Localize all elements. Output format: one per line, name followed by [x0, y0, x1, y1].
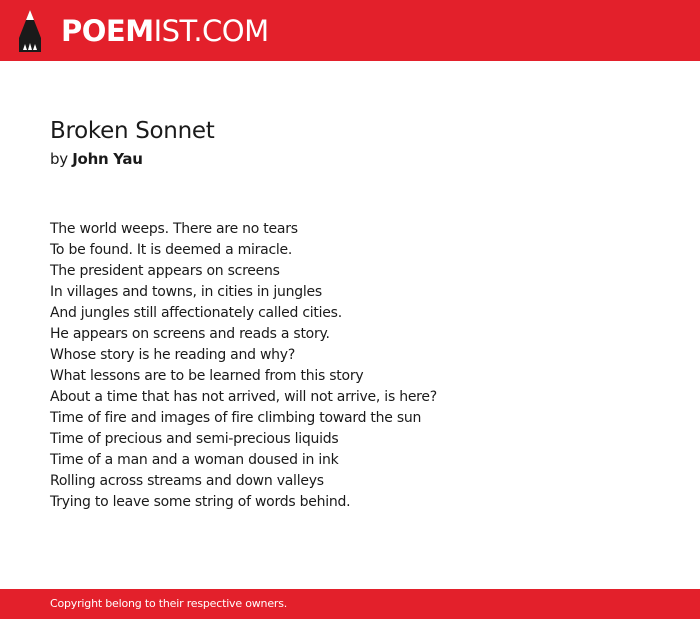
poem-byline	[50, 148, 143, 170]
poem-line: Trying to leave some string of words behind.	[50, 494, 351, 510]
poem-line: He appears on screens and reads a story.	[50, 326, 330, 342]
logo-light-text: IST.COM	[153, 14, 269, 48]
poem-line: The president appears on screens	[50, 263, 280, 279]
poem-body	[50, 219, 670, 513]
site-header	[0, 0, 700, 61]
poem-line: Rolling across streams and down valleys	[50, 473, 324, 489]
site-logo[interactable]	[61, 14, 269, 48]
poem-title: Broken Sonnet	[50, 118, 215, 144]
copyright-text: Copyright belong to their respective owners.	[50, 597, 288, 610]
poem-author: John Yau	[72, 150, 143, 168]
poem-line: In villages and towns, in cities in jungles	[50, 284, 322, 300]
site-footer	[0, 589, 700, 619]
poem-line: What lessons are to be learned from this story	[50, 368, 364, 384]
poem-line: About a time that has not arrived, will not arrive, is here?	[50, 389, 437, 405]
poem-line: Time of precious and semi-precious liquids	[50, 431, 339, 447]
poem-line: Time of fire and images of fire climbing toward the sun	[50, 410, 422, 426]
pencil-icon[interactable]	[17, 10, 43, 52]
poem-line: Time of a man and a woman doused in ink	[50, 452, 339, 468]
byline-prefix: by	[50, 150, 68, 168]
logo-bold-text: POEM	[61, 14, 154, 48]
poem-line: Whose story is he reading and why?	[50, 347, 296, 363]
poem-line: To be found. It is deemed a miracle.	[50, 242, 293, 258]
poem-line: The world weeps. There are no tears	[50, 221, 298, 237]
poem-line: And jungles still affectionately called cities.	[50, 305, 342, 321]
